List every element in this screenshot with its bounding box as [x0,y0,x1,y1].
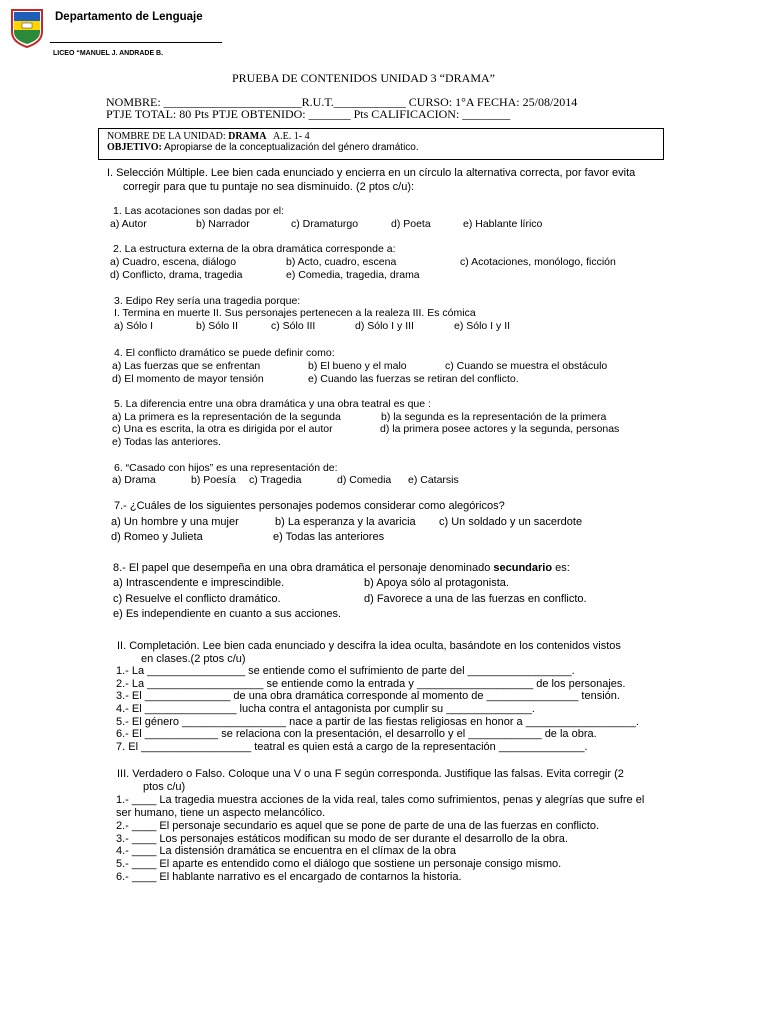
header-divider [50,42,222,43]
q1-option: b) Narrador [196,218,250,230]
objective-label: OBJETIVO: [107,142,162,153]
q6-option: c) Tragedia [249,474,302,486]
student-info-line: NOMBRE: _______________________R.U.T.____________ CURSO: 1°A FECHA: 25/08/2014 [106,95,578,109]
q6-stem: 6. “Casado con hijos” es una representación de: [114,462,338,474]
q7-option: d) Romeo y Julieta [111,531,203,543]
true-false-item-cont: ser humano, tiene un aspecto melancólico. [116,807,326,819]
completion-item: 3.- El ______________ de una obra dramática corresponde al momento de _______________ tensión. [116,690,620,702]
q5-stem: 5. La diferencia entre una obra dramática y una obra teatral es que : [114,398,431,410]
completion-item: 6.- El ____________ se relaciona con la presentación, el desarrollo y el ____________ de la obra. [116,728,597,740]
section3-heading-cont: ptos c/u) [143,781,186,793]
section3-heading: III. Verdadero o Falso. Coloque una V o una F según corresponda. Justifique las falsas. Evita corregir (2 [117,768,624,780]
q1-option: d) Poeta [391,218,431,230]
q3-option: c) Sólo III [271,320,316,332]
completion-item: 2.- La ___________________ se entiende como la entrada y ___________________ de los personajes. [116,678,626,690]
q1-option: c) Dramaturgo [291,218,359,230]
school-crest-logo [10,8,44,48]
q8-stem-bold: secundario [493,562,553,574]
q8-stem [113,562,570,575]
q7-option: e) Todas las anteriores [273,531,385,543]
q2-option: b) Acto, cuadro, escena [286,256,397,268]
true-false-item: 3.- ____ Los personajes estáticos modifican su modo de ser durante el desarrollo de la obra. [116,833,568,845]
q6-option: e) Catarsis [408,474,459,486]
q4-option: a) Las fuerzas que se enfrentan [112,360,261,372]
q8-option: b) Apoya sólo al protagonista. [364,577,509,589]
q3-stem: 3. Edipo Rey sería una tragedia porque: [114,295,301,307]
q5-option: b) la segunda es la representación de la primera [381,411,607,423]
score-info-line: PTJE TOTAL: 80 Pts PTJE OBTENIDO: _______ Pts CALIFICACION: ________ [106,107,511,121]
section2-heading-cont: en clases.(2 ptos c/u) [141,653,246,665]
true-false-item: 4.- ____ La distensión dramática se encuentra en el clímax de la obra [116,845,456,857]
unit-ae: A.E. 1- 4 [272,131,310,142]
q4-option: d) El momento de mayor tensión [112,373,264,385]
true-false-item: 6.- ____ El hablante narrativo es el encargado de contarnos la historia. [116,871,462,883]
q7-option: b) La esperanza y la avaricia [275,516,416,528]
q5-option: d) la primera posee actores y la segunda, personas [380,423,620,435]
q7-option: a) Un hombre y una mujer [111,516,239,528]
q1-stem: 1. Las acotaciones son dadas por el: [113,205,285,217]
q1-option: e) Hablante lírico [463,218,543,230]
completion-item: 4.- El _______________ lucha contra el antagonista por cumplir su ______________. [116,703,535,715]
q4-option: c) Cuando se muestra el obstáculo [445,360,608,372]
q2-option: a) Cuadro, escena, diálogo [110,256,237,268]
q2-option: d) Conflicto, drama, tragedia [110,269,243,281]
completion-item: 7. El __________________ teatral es quien está a cargo de la representación ______________. [116,741,588,753]
section2-heading: II. Completación. Lee bien cada enunciado y descifra la idea oculta, basándote en los contenidos vistos [117,640,621,652]
q8-option: a) Intrascendente e imprescindible. [113,577,285,589]
q2-option: c) Acotaciones, monólogo, ficción [460,256,616,268]
q1-option: a) Autor [110,218,147,230]
q6-option: a) Drama [112,474,156,486]
q5-option: a) La primera es la representación de la segunda [112,411,341,423]
q4-option: e) Cuando las fuerzas se retiran del conflicto. [308,373,519,385]
q3-option: e) Sólo I y II [454,320,511,332]
q3-option: b) Sólo II [196,320,239,332]
q8-option: d) Favorece a una de las fuerzas en conflicto. [364,593,587,605]
q7-option: c) Un soldado y un sacerdote [439,516,583,528]
q3-option: d) Sólo I y III [355,320,414,332]
q4-stem: 4. El conflicto dramático se puede definir como: [114,347,335,359]
objective-text: Apropiarse de la conceptualización del género dramático. [164,142,419,153]
unit-name-line [107,131,310,142]
true-false-item: 5.- ____ El aparte es entendido como el diálogo que sostiene un personaje consigo mismo. [116,858,562,870]
department-name: Departamento de Lenguaje [55,11,203,23]
q7-stem: 7.- ¿Cuáles de los siguientes personajes podemos considerar como alegóricos? [114,500,505,512]
completion-item: 1.- La ________________ se entiende como el sufrimiento de parte del _________________. [116,665,575,677]
q3-premises: I. Termina en muerte II. Sus personajes pertenecen a la realeza III. Es cómica [114,307,476,319]
q8-option: c) Resuelve el conflicto dramático. [113,593,281,605]
exam-title: PRUEBA DE CONTENIDOS UNIDAD 3 “DRAMA” [232,71,495,85]
q6-option: d) Comedia [337,474,392,486]
q2-stem: 2. La estructura externa de la obra dramática corresponde a: [113,243,396,255]
q8-option: e) Es independiente en cuanto a sus acciones. [113,608,342,620]
unit-name-label: NOMBRE DE LA UNIDAD: [107,131,226,142]
section1-heading: I. Selección Múltiple. Lee bien cada enunciado y encierra en un círculo la alternativa correcta, por favor evita [107,167,636,179]
unit-objective-line [107,142,419,153]
unit-name-value: DRAMA [228,131,267,142]
completion-item: 5.- El género _________________ nace a partir de las fiestas religiosas en honor a __________________. [116,716,639,728]
q6-option: b) Poesía [191,474,236,486]
true-false-item: 1.- ____ La tragedia muestra acciones de la vida real, tales como sufrimientos, penas y alegrías que sufre el [116,794,645,806]
section1-heading-cont: corregir para que tu puntaje no sea disminuido. (2 ptos c/u): [123,181,415,193]
q8-stem-end: es: [552,562,570,574]
q5-option: e) Todas las anteriores. [112,436,221,448]
q3-option: a) Sólo I [114,320,154,332]
true-false-item: 2.- ____ El personaje secundario es aquel que se pone de parte de una de las fuerzas en conflicto. [116,820,600,832]
q2-option: e) Comedia, tragedia, drama [286,269,420,281]
q5-option: c) Una es escrita, la otra es dirigida por el autor [112,423,333,435]
q8-stem-text: 8.- El papel que desempeña en una obra dramática el personaje denominado [113,562,494,574]
school-name: LICEO “MANUEL J. ANDRADE B. [53,50,164,57]
q4-option: b) El bueno y el malo [308,360,407,372]
